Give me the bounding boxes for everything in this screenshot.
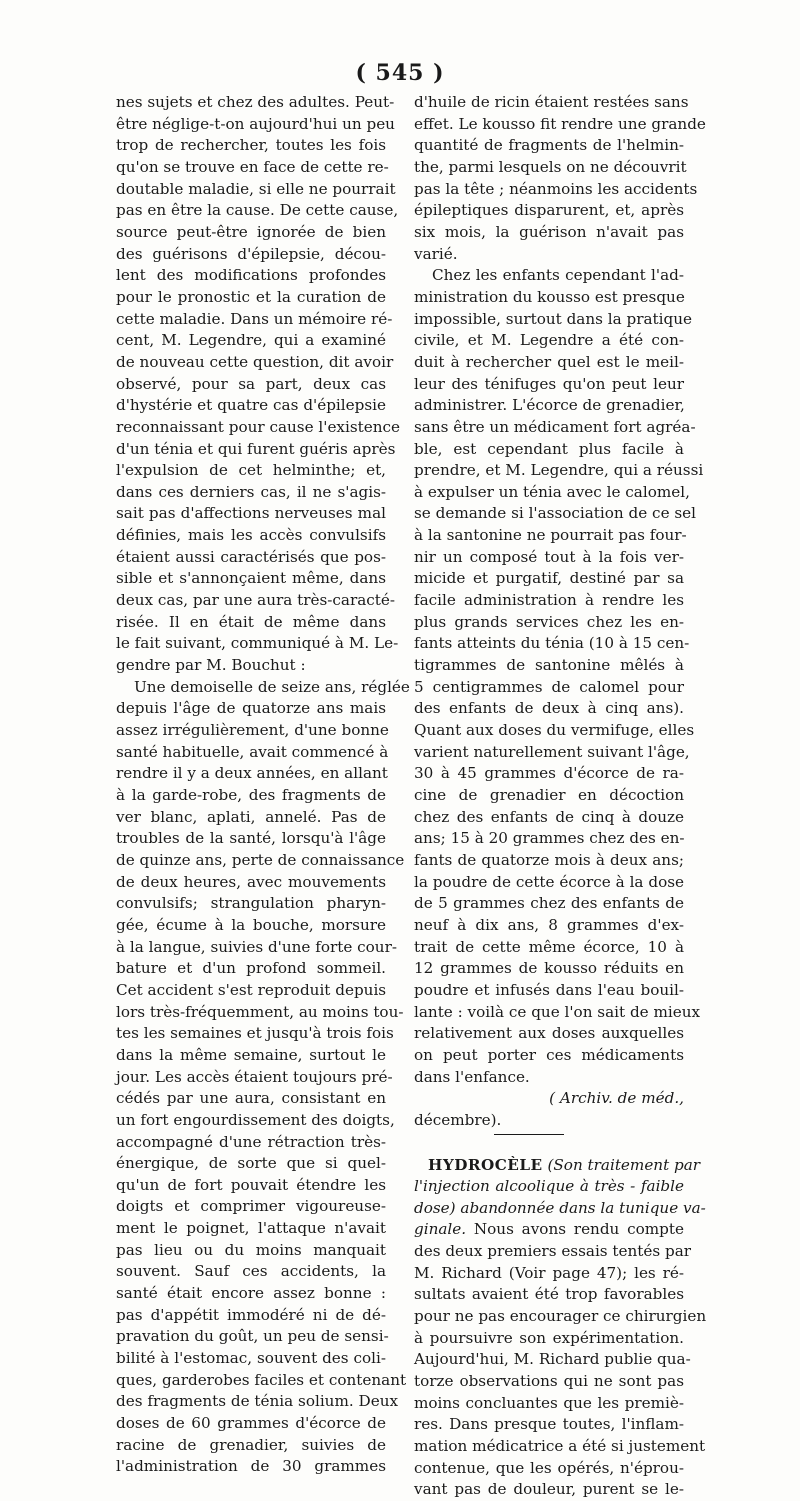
text-line: accompagné d'une rétraction très- bbox=[116, 1132, 386, 1151]
text-line: de nouveau cette question, dit avoir bbox=[116, 352, 394, 371]
text-line: lante : voilà ce que l'on sait de mieux bbox=[414, 1002, 701, 1021]
italic-tail: ginale. bbox=[414, 1220, 467, 1239]
text-line: mation médicatrice a été si justement bbox=[414, 1437, 706, 1456]
text-line: doutable maladie, si elle ne pourrait bbox=[116, 179, 396, 198]
text-line: impossible, surtout dans la pratique bbox=[414, 309, 692, 328]
text-line: l'administration de 30 grammes bbox=[116, 1457, 386, 1476]
text-line: pas la tête ; néanmoins les accidents bbox=[414, 179, 698, 198]
right-column-paragraphs bbox=[414, 92, 706, 1088]
text-line: nir un composé tout à la fois ver- bbox=[414, 547, 684, 566]
section-heading-line bbox=[414, 1155, 701, 1177]
section-subtitle-tail bbox=[414, 1219, 684, 1241]
text-line: 12 grammes de kousso réduits en bbox=[414, 959, 684, 978]
text-line: civile, et M. Legendre a été con- bbox=[414, 331, 684, 350]
text-line: plus grands services chez les en- bbox=[414, 612, 684, 631]
text-line: pour ne pas encourager ce chirurgien bbox=[414, 1307, 707, 1326]
text-line: varié. bbox=[414, 244, 458, 263]
text-line: Cet accident s'est reproduit depuis bbox=[116, 980, 387, 999]
text-line: sait pas d'affections nerveuses mal bbox=[116, 504, 386, 523]
text-line: effet. Le kousso fit rendre une grande bbox=[414, 114, 706, 133]
text-line: la poudre de cette écorce à la dose bbox=[414, 872, 684, 891]
text-line: sultats avaient été trop favorables bbox=[414, 1285, 684, 1304]
text-line: chez des enfants de cinq à douze bbox=[414, 807, 684, 826]
text-line: épileptiques disparurent, et, après bbox=[414, 201, 684, 220]
text-line: bature et d'un profond sommeil. bbox=[116, 959, 386, 978]
text-line: à poursuivre son expérimentation. bbox=[414, 1328, 684, 1347]
text-line: définies, mais les accès convulsifs bbox=[116, 526, 386, 545]
text-line: torze observations qui ne sont pas bbox=[414, 1372, 684, 1391]
text-line: gée, écume à la bouche, morsure bbox=[116, 915, 386, 934]
text-line: neuf à dix ans, 8 grammes d'ex- bbox=[414, 915, 684, 934]
text-line: lors très-fréquemment, au moins tou- bbox=[116, 1002, 404, 1021]
tail-text: Nous avons rendu compte bbox=[466, 1220, 684, 1239]
text-line: à la garde-robe, des fragments de bbox=[116, 786, 386, 804]
text-line: source peut-être ignorée de bien bbox=[116, 222, 386, 241]
text-line: ques, garderobes faciles et contenant bbox=[116, 1370, 407, 1389]
text-line: reconnaissant pour cause l'existence bbox=[116, 417, 401, 436]
text-line: administrer. L'écorce de grenadier, bbox=[414, 396, 685, 415]
text-line: dans la même semaine, surtout le bbox=[116, 1045, 386, 1064]
text-line: des enfants de deux à cinq ans). bbox=[414, 699, 684, 718]
text-line: souvent. Sauf ces accidents, la bbox=[116, 1262, 386, 1281]
citation: ( Archiv. de méd., bbox=[549, 1089, 684, 1108]
text-line: lent des modifications profondes bbox=[116, 266, 386, 285]
text-line: 5 centigrammes de calomel pour bbox=[414, 677, 684, 696]
text-line: pas en être la cause. De cette cause, bbox=[116, 201, 399, 220]
text-line: de 5 grammes chez des enfants de bbox=[414, 894, 684, 913]
text-line: l'expulsion de cet helminthe; et, bbox=[116, 461, 386, 480]
text-line: d'huile de ricin étaient restées sans bbox=[414, 93, 689, 111]
text-line: fants atteints du ténia (10 à 15 cen- bbox=[414, 634, 690, 653]
text-line: d'un ténia et qui furent guéris après bbox=[116, 439, 396, 458]
text-line: moins concluantes que les premiè- bbox=[414, 1393, 684, 1412]
text-line: dans ces derniers cas, il ne s'agis- bbox=[116, 482, 386, 501]
text-line: cent, M. Legendre, qui a examiné bbox=[116, 331, 386, 350]
text-line: ment le poignet, l'attaque n'avait bbox=[116, 1219, 386, 1238]
text-line: prendre, et M. Legendre, qui a réussi bbox=[414, 461, 704, 480]
text-line: sans être un médicament fort agréa- bbox=[414, 417, 696, 436]
text-line: depuis l'âge de quatorze ans mais bbox=[116, 699, 386, 718]
text-line: quantité de fragments de l'helmin- bbox=[414, 136, 684, 155]
text-line: cette maladie. Dans un mémoire ré- bbox=[116, 309, 393, 328]
text-line: l'injection alcoolique à très - faible bbox=[414, 1177, 684, 1196]
text-line: assez irrégulièrement, d'une bonne bbox=[116, 721, 389, 740]
text-line: leur des ténifuges qu'on peut leur bbox=[414, 374, 684, 393]
text-line: à expulser un ténia avec le calomel, bbox=[414, 482, 690, 501]
text-line: the, parmi lesquels on ne découvrit bbox=[414, 157, 687, 176]
text-line: rendre il y a deux années, en allant bbox=[116, 764, 388, 783]
text-line: bilité à l'estomac, souvent des coli- bbox=[116, 1349, 386, 1368]
text-line: risée. Il en était de même dans bbox=[116, 612, 386, 631]
text-line: des fragments de ténia solium. Deux bbox=[116, 1392, 399, 1411]
text-line: ans; 15 à 20 grammes chez des en- bbox=[414, 829, 685, 848]
text-line: des deux premiers essais tentés par bbox=[414, 1242, 692, 1261]
text-line: pravation du goût, un peu de sensi- bbox=[116, 1327, 389, 1346]
text-line: cine de grenadier en décoction bbox=[414, 786, 684, 804]
text-line: six mois, la guérison n'avait pas bbox=[414, 222, 684, 241]
text-line: convulsifs; strangulation pharyn- bbox=[116, 894, 386, 913]
text-line: qu'on se trouve en face de cette re- bbox=[116, 157, 389, 176]
text-line: le fait suivant, communiqué à M. Le- bbox=[116, 634, 399, 653]
page-number: ( 545 ) bbox=[355, 60, 445, 86]
text-line: on peut porter ces médicaments bbox=[414, 1045, 684, 1064]
text-line: cédés par une aura, consistant en bbox=[116, 1089, 386, 1108]
section-divider bbox=[494, 1134, 564, 1135]
text-line: un fort engourdissement des doigts, bbox=[116, 1110, 395, 1129]
text-line: ministration du kousso est presque bbox=[414, 287, 685, 306]
text-line: observé, pour sa part, deux cas bbox=[116, 374, 386, 393]
text-line: santé était encore assez bonne : bbox=[116, 1284, 386, 1303]
text-line: des guérisons d'épilepsie, décou- bbox=[116, 244, 386, 263]
text-line: pour le pronostic et la curation de bbox=[116, 287, 386, 306]
text-line: de deux heures, avec mouvements bbox=[116, 872, 386, 891]
citation-line bbox=[414, 1088, 684, 1110]
text-line: 30 à 45 grammes d'écorce de ra- bbox=[414, 764, 684, 783]
section-body bbox=[414, 1241, 707, 1501]
text-line: santé habituelle, avait commencé à bbox=[116, 742, 389, 761]
text-line: sible et s'annonçaient même, dans bbox=[116, 569, 386, 588]
text-line: Quant aux doses du vermifuge, elles bbox=[414, 721, 695, 740]
text-line: pas lieu ou du moins manquait bbox=[116, 1240, 386, 1259]
text-line: à la santonine ne pourrait pas four- bbox=[414, 526, 687, 545]
text-line: trop de rechercher, toutes les fois bbox=[116, 136, 386, 155]
text-line: qu'un de fort pouvait étendre les bbox=[116, 1175, 386, 1194]
text-line: poudre et infusés dans l'eau bouil- bbox=[414, 980, 684, 999]
text-line: dans l'enfance. bbox=[414, 1067, 530, 1086]
text-line: se demande si l'association de ce sel bbox=[414, 504, 697, 523]
section-heading-italic: (Son traitement par bbox=[547, 1155, 701, 1174]
text-line: doses de 60 grammes d'écorce de bbox=[116, 1414, 386, 1433]
text-line: Aujourd'hui, M. Richard publie qua- bbox=[414, 1350, 691, 1369]
text-line: à la langue, suivies d'une forte cour- bbox=[116, 937, 397, 956]
text-line: doigts et comprimer vigoureuse- bbox=[116, 1197, 386, 1216]
text-line: dose) abandonnée dans la tunique va- bbox=[414, 1198, 706, 1217]
text-line: racine de grenadier, suivies de bbox=[116, 1435, 386, 1454]
text-line: pas d'appétit immodéré ni de dé- bbox=[116, 1305, 386, 1324]
section-heading: HYDROCÈLE bbox=[428, 1155, 543, 1174]
citation-end: décembre). bbox=[414, 1110, 502, 1129]
text-line: Chez les enfants cependant l'ad- bbox=[432, 266, 684, 285]
text-line: ble, est cependant plus facile à bbox=[414, 439, 684, 458]
text-line: d'hystérie et quatre cas d'épilepsie bbox=[116, 396, 386, 415]
section-subtitle bbox=[414, 1176, 706, 1219]
text-line: nes sujets et chez des adultes. Peut- bbox=[116, 93, 395, 111]
text-line: Une demoiselle de seize ans, réglée bbox=[134, 677, 410, 696]
text-line: troubles de la santé, lorsqu'à l'âge bbox=[116, 829, 386, 848]
text-line: tes les semaines et jusqu'à trois fois bbox=[116, 1024, 394, 1043]
left-column bbox=[116, 92, 410, 1478]
text-line: être néglige-t-on aujourd'hui un peu bbox=[116, 114, 395, 133]
text-line: vant pas de douleur, purent se le- bbox=[414, 1480, 684, 1499]
text-line: jour. Les accès étaient toujours pré- bbox=[116, 1067, 393, 1086]
text-line: étaient aussi caractérisés que pos- bbox=[116, 547, 386, 566]
text-line: relativement aux doses auxquelles bbox=[414, 1024, 684, 1043]
text-line: gendre par M. Bouchut : bbox=[116, 656, 306, 675]
text-line: duit à rechercher quel est le meil- bbox=[414, 352, 684, 371]
text-line: de quinze ans, perte de connaissance bbox=[116, 850, 405, 869]
text-line: micide et purgatif, destiné par sa bbox=[414, 569, 684, 588]
text-line: M. Richard (Voir page 47); les ré- bbox=[414, 1263, 684, 1282]
text-line: varient naturellement suivant l'âge, bbox=[414, 742, 690, 761]
text-line: deux cas, par une aura très-caracté- bbox=[116, 591, 395, 610]
text-line: trait de cette même écorce, 10 à bbox=[414, 937, 684, 956]
right-column bbox=[414, 92, 707, 1501]
text-line: ver blanc, aplati, annelé. Pas de bbox=[116, 807, 386, 826]
text-line: res. Dans presque toutes, l'inflam- bbox=[414, 1415, 684, 1434]
text-line: facile administration à rendre les bbox=[414, 591, 684, 610]
text-line: tigrammes de santonine mêlés à bbox=[414, 656, 684, 675]
text-line: énergique, de sorte que si quel- bbox=[116, 1154, 386, 1173]
text-line: fants de quatorze mois à deux ans; bbox=[414, 850, 684, 869]
text-line: contenue, que les opérés, n'éprou- bbox=[414, 1458, 684, 1477]
